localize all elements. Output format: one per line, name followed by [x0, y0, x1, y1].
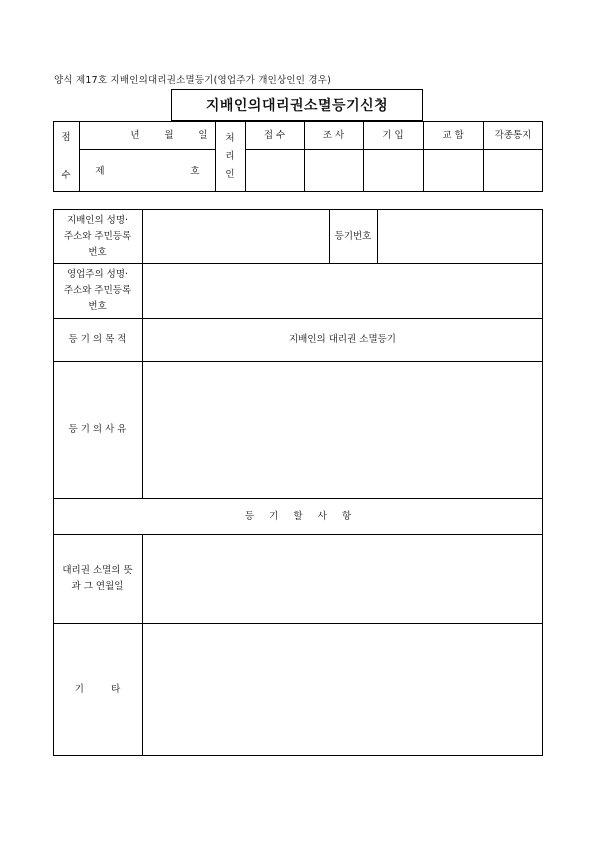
col-entry: 기 입 — [382, 130, 404, 141]
col-notices: 각종통지 — [494, 130, 532, 141]
processor-label-2: 리 — [225, 151, 235, 162]
extinction-field[interactable] — [143, 535, 542, 623]
other-field[interactable] — [143, 624, 542, 755]
number-suffix: 호 — [190, 166, 200, 177]
divider — [79, 149, 215, 150]
month-label: 월 — [164, 130, 174, 141]
form-caption: 양식 제17호 지배인의대리권소멸등기(영업주가 개인상인인 경우) — [54, 75, 331, 86]
purpose-label: 등 기 의 목 적 — [68, 334, 127, 345]
reception-label-top: 점 — [61, 132, 71, 143]
reception-label-bottom: 수 — [61, 170, 71, 181]
manager-field[interactable] — [143, 210, 329, 263]
matters-header: 등 기 할 사 항 — [244, 510, 352, 522]
processor-label-1: 처 — [225, 133, 235, 144]
divider — [245, 149, 543, 150]
col-collation: 교 합 — [442, 130, 464, 141]
title-box — [171, 89, 423, 121]
processor-label-3: 인 — [225, 169, 235, 180]
col-receipt: 접 수 — [263, 130, 286, 141]
cause-field[interactable] — [143, 362, 542, 498]
purpose-value: 지배인의 대리권 소멸등기 — [289, 334, 396, 345]
owner-label: 영업주의 성명· 주소와 주민등록 번호 — [63, 269, 132, 312]
cause-label: 등 기 의 사 유 — [68, 424, 127, 435]
registration-number-label: 등기번호 — [334, 230, 372, 242]
number-prefix: 제 — [95, 166, 105, 177]
divider — [79, 121, 80, 192]
year-label: 년 — [130, 130, 140, 141]
form-title: 지배인의대리권소멸등기신청 — [205, 98, 389, 114]
owner-field[interactable] — [143, 264, 542, 318]
col-review: 조 사 — [322, 130, 345, 141]
day-label: 일 — [198, 130, 208, 141]
other-label: 기 타 — [74, 683, 121, 695]
manager-label: 지배인의 성명· 주소와 주민등록 번호 — [63, 214, 132, 258]
extinction-label: 대리권 소멸의 뜻 과 그 연월일 — [62, 565, 133, 592]
registration-number-field[interactable] — [378, 210, 542, 263]
